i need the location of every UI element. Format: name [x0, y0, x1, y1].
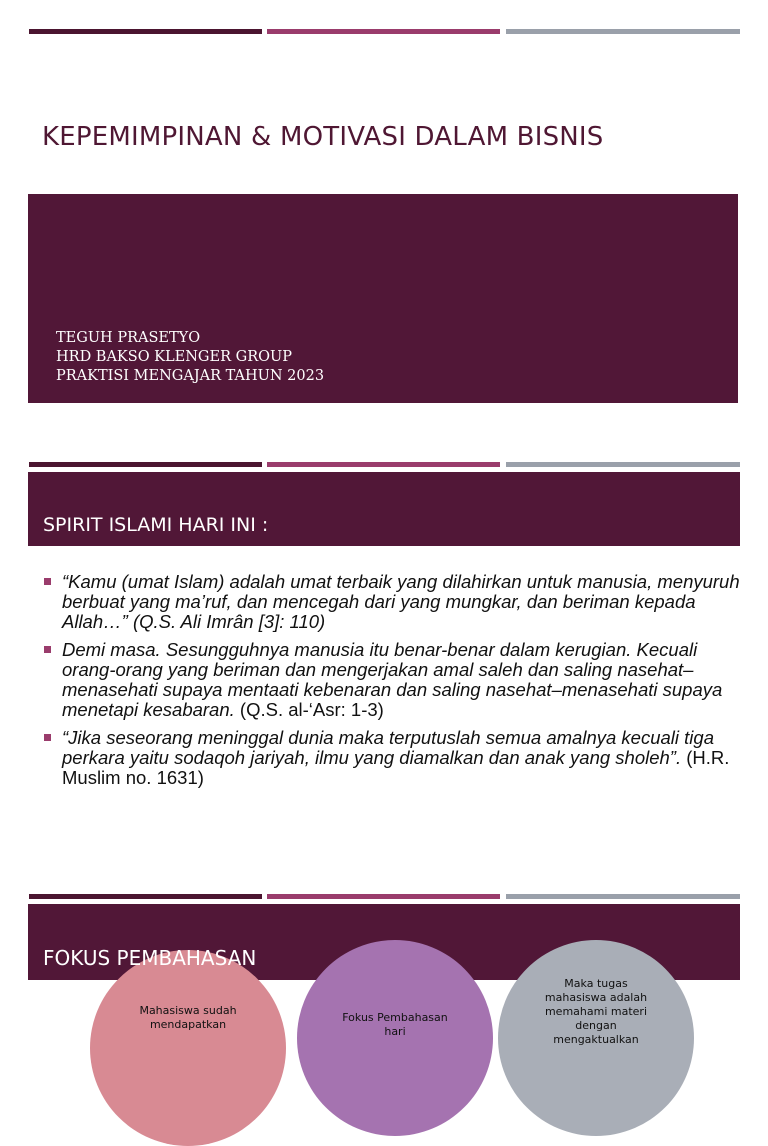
accent-bar-grey — [506, 894, 740, 899]
quote-list — [44, 572, 744, 796]
slide-title: KEPEMIMPINAN & MOTIVASI DALAM BISNIS — [42, 122, 604, 152]
accent-bar-dark — [29, 462, 262, 467]
accent-bar-mid — [267, 462, 500, 467]
focus-circle-3 — [498, 940, 694, 1136]
accent-bar-dark — [29, 29, 262, 34]
list-item — [44, 728, 744, 788]
circle-text: Mahasiswa sudah mendapatkan — [139, 1004, 237, 1031]
quote-text: “Kamu (umat Islam) adalah umat terbaik yang dilahirkan untuk manusia, menyuruh berbuat yang ma’ruf, dan mencegah dari yang mungkar, dan beriman kepada Allah…” (Q.S. Ali Imrân [3]: 110) — [62, 571, 740, 632]
accent-bar-mid — [267, 894, 500, 899]
bullet-square-icon — [44, 578, 51, 585]
bullet-square-icon — [44, 646, 51, 653]
accent-bar-dark — [29, 894, 262, 899]
quote-source: (H.R. Muslim no. 1631) — [62, 747, 730, 788]
accent-bar-grey — [506, 462, 740, 467]
focus-circle-1 — [90, 950, 286, 1146]
author-name: TEGUH PRASETYO — [56, 330, 201, 346]
quote-text: Demi masa. Sesungguhnya manusia itu benar-benar dalam kerugian. Kecuali orang-orang yang beriman dan mengerjakan amal saleh dan saling nasehat–menasehati supaya mentaati kebenaran dan saling nasehat–menasehati supaya menetapi kesabaran. — [62, 639, 723, 720]
quote-text: “Jika seseorang meninggal dunia maka terputuslah semua amalnya kecuali tiga perkara yaitu sodaqoh jariyah, ilmu yang diamalkan dan anak yang sholeh”. — [62, 727, 714, 768]
circle-text: Maka tugas mahasiswa adalah memahami materi dengan mengaktualkan — [544, 977, 648, 1046]
section-heading: SPIRIT ISLAMI HARI INI : — [43, 514, 269, 536]
list-item — [44, 640, 744, 720]
circle-text: Fokus Pembahasan hari — [342, 1011, 448, 1038]
focus-circle-2 — [297, 940, 493, 1136]
accent-bar-mid — [267, 29, 500, 34]
section-heading: FOKUS PEMBAHASAN — [43, 946, 257, 970]
accent-bar-grey — [506, 29, 740, 34]
author-info — [56, 329, 656, 386]
author-role: HRD BAKSO KLENGER GROUP — [56, 349, 292, 365]
bullet-square-icon — [44, 734, 51, 741]
list-item — [44, 572, 744, 632]
quote-source: (Q.S. al-‘Asr: 1-3) — [234, 699, 384, 720]
author-program: PRAKTISI MENGAJAR TAHUN 2023 — [56, 368, 325, 384]
